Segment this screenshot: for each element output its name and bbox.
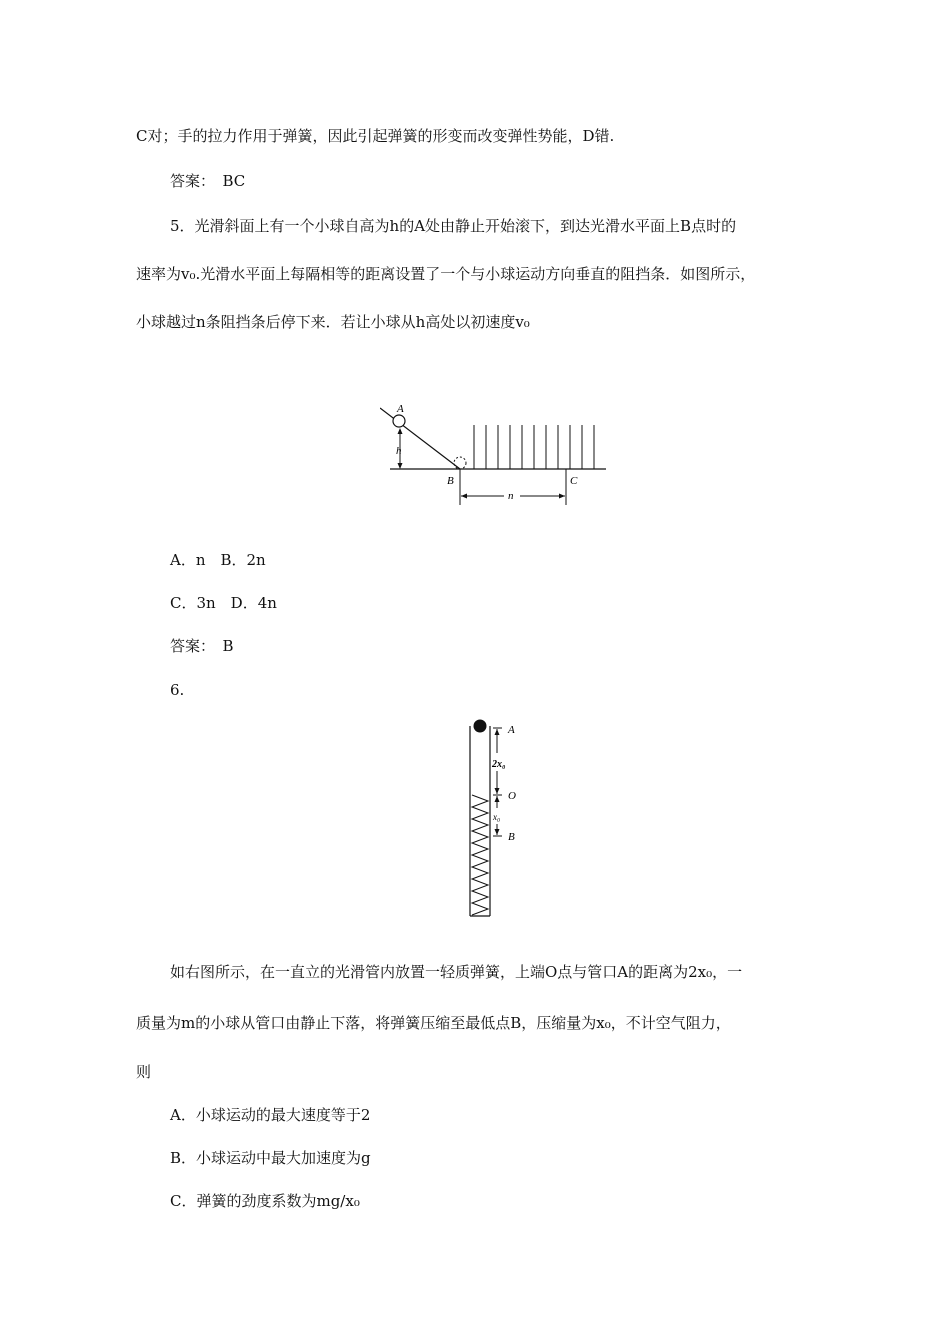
option-line: A．n B．2n <box>170 551 266 569</box>
option-line: C．弹簧的劲度系数为mg/x₀ <box>170 1192 360 1210</box>
answer-line: 答案： BC <box>170 172 246 190</box>
tube-spring-figure <box>462 716 532 924</box>
label-b: B <box>508 831 515 843</box>
question-6-number: 6. <box>170 681 185 699</box>
label-o: O <box>508 790 516 802</box>
label-2x0: 2x₀ <box>492 759 506 770</box>
label-a: A <box>508 724 515 736</box>
label-h: h <box>396 445 402 457</box>
text-line: C对；手的拉力作用于弹簧，因此引起弹簧的形变而改变弹性势能，D错. <box>136 127 615 145</box>
text-line: 小球越过n条阻挡条后停下来．若让小球从h高处以初速度v₀ <box>136 313 530 331</box>
ball-a <box>393 415 405 427</box>
incline-figure <box>380 395 620 519</box>
text-line: 则 <box>136 1063 152 1081</box>
label-n: n <box>508 490 514 502</box>
question-5-line: 5．光滑斜面上有一个小球自高为h的A处由静止开始滚下，到达光滑水平面上B点时的 <box>170 217 737 235</box>
question-6-line: 如右图所示，在一直立的光滑管内放置一轻质弹簧，上端O点与管口A的距离为2x₀，一 <box>170 963 743 981</box>
option-line: A．小球运动的最大速度等于2 <box>170 1106 371 1124</box>
option-line: B．小球运动中最大加速度为g <box>170 1149 371 1167</box>
text-line: 质量为m的小球从管口由静止下落，将弹簧压缩至最低点B，压缩量为x₀，不计空气阻力， <box>136 1014 731 1032</box>
label-x0: x₀ <box>493 812 501 822</box>
text-line: 速率为v₀.光滑水平面上每隔相等的距离设置了一个与小球运动方向垂直的阻挡条．如图所示， <box>136 265 756 283</box>
label-a: A <box>397 403 404 415</box>
label-c: C <box>570 475 578 487</box>
label-b: B <box>447 475 454 487</box>
option-line: C．3n D．4n <box>170 594 277 612</box>
answer-line: 答案： B <box>170 637 234 655</box>
ball <box>474 720 487 733</box>
ball-b-dashed <box>454 457 466 469</box>
